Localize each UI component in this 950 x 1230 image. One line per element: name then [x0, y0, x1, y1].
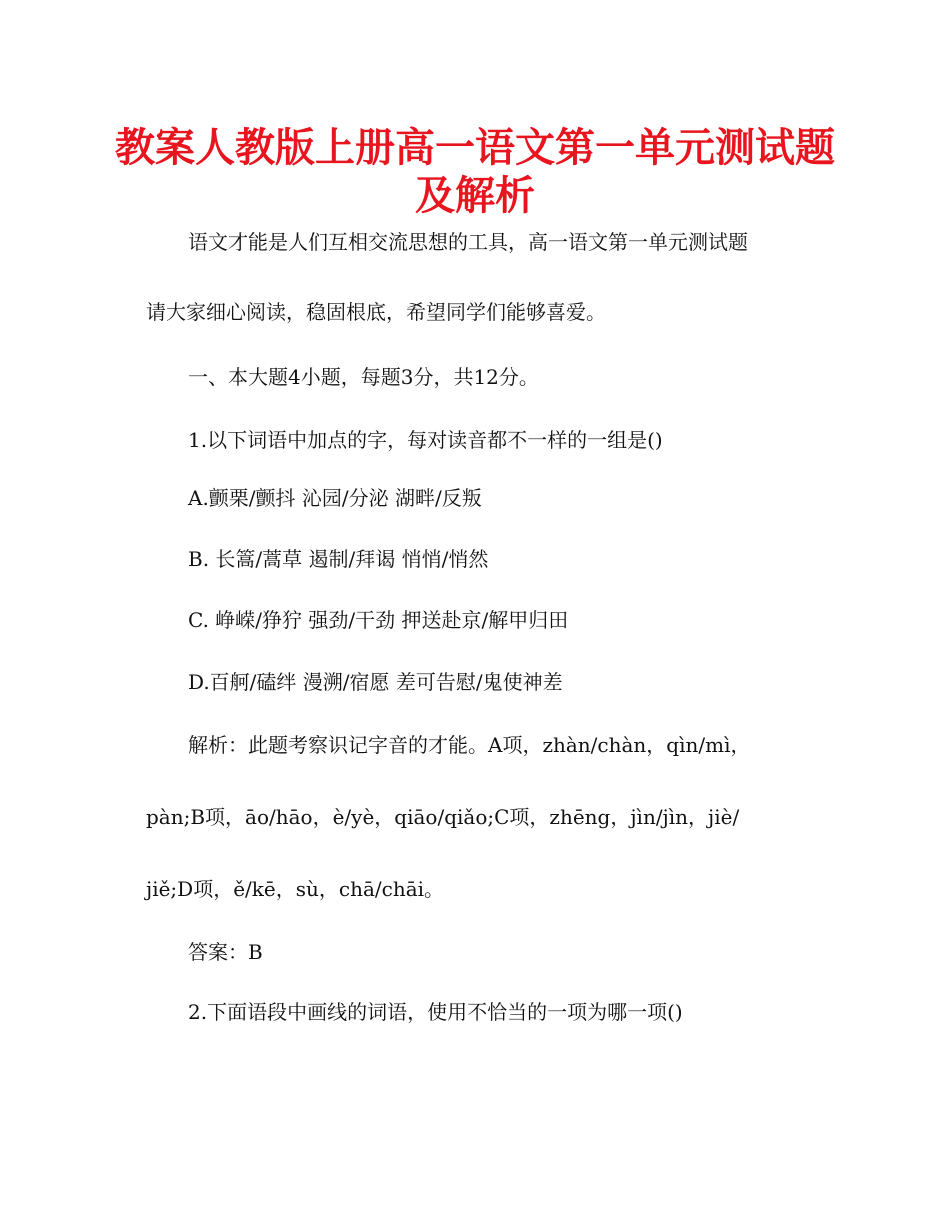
section-heading: 一、本大题4小题，每题3分，共12分。	[188, 365, 539, 389]
question-1: 1.以下词语中加点的字，每对读音都不一样的一组是()	[188, 428, 663, 452]
document-title-line-1: 教案人教版上册高一语文第一单元测试题	[115, 125, 835, 171]
analysis-line-1: 解析：此题考察识记字音的才能。A项，zhàn/chàn，qìn/mì，	[188, 733, 751, 757]
intro-paragraph-line-1: 语文才能是人们互相交流思想的工具，高一语文第一单元测试题	[188, 230, 748, 254]
answer: 答案：B	[188, 940, 263, 964]
option-d: D.百舸/磕绊 漫溯/宿愿 差可告慰/鬼使神差	[188, 670, 563, 694]
option-b: B. 长篙/蒿草 遏制/拜谒 悄悄/悄然	[188, 547, 489, 571]
analysis-line-3: jiě;D项，ě/kē，sù，chā/chāi。	[146, 877, 445, 901]
intro-paragraph-line-2: 请大家细心阅读，稳固根底，希望同学们能够喜爱。	[146, 300, 606, 324]
option-a: A.颤栗/颤抖 沁园/分泌 湖畔/反叛	[188, 486, 482, 510]
question-2: 2.下面语段中画线的词语，使用不恰当的一项为哪一项()	[188, 1000, 683, 1024]
analysis-line-2: pàn;B项，āo/hāo，è/yè，qiāo/qiǎo;C项，zhēng，jìn/jìn，jiè/	[146, 805, 740, 829]
option-c: C. 峥嵘/狰狞 强劲/干劲 押送赴京/解甲归田	[188, 608, 569, 632]
document-title-line-2: 及解析	[415, 173, 535, 219]
